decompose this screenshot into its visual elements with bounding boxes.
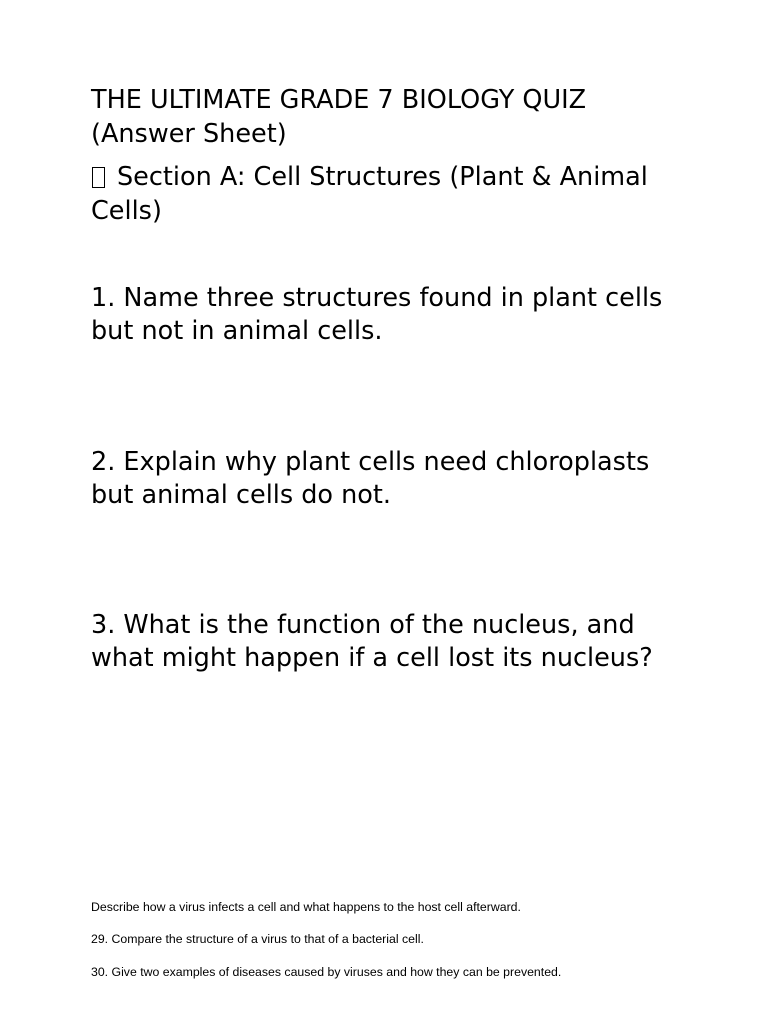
footer-question-29: 29. Compare the structure of a virus to that of a bacterial cell. xyxy=(91,932,424,946)
question-3: 3. What is the function of the nucleus, and what might happen if a cell lost its nucleus? xyxy=(91,610,653,673)
page-title xyxy=(91,84,691,151)
title-line-1: THE ULTIMATE GRADE 7 BIOLOGY QUIZ xyxy=(91,85,587,115)
section-heading-text: Section A: Cell Structures (Plant & Animal Cells) xyxy=(91,162,648,226)
footer-question-30: 30. Give two examples of diseases caused by viruses and how they can be prevented. xyxy=(91,965,562,979)
footer-question-virus-infection: Describe how a virus infects a cell and what happens to the host cell afterward. xyxy=(91,900,521,914)
section-heading xyxy=(91,161,691,228)
title-line-2: (Answer Sheet) xyxy=(91,118,287,149)
missing-glyph-box-icon xyxy=(92,167,105,188)
question-2: 2. Explain why plant cells need chloroplasts but animal cells do not. xyxy=(91,447,650,510)
question-1: 1. Name three structures found in plant cells but not in animal cells. xyxy=(91,283,663,346)
